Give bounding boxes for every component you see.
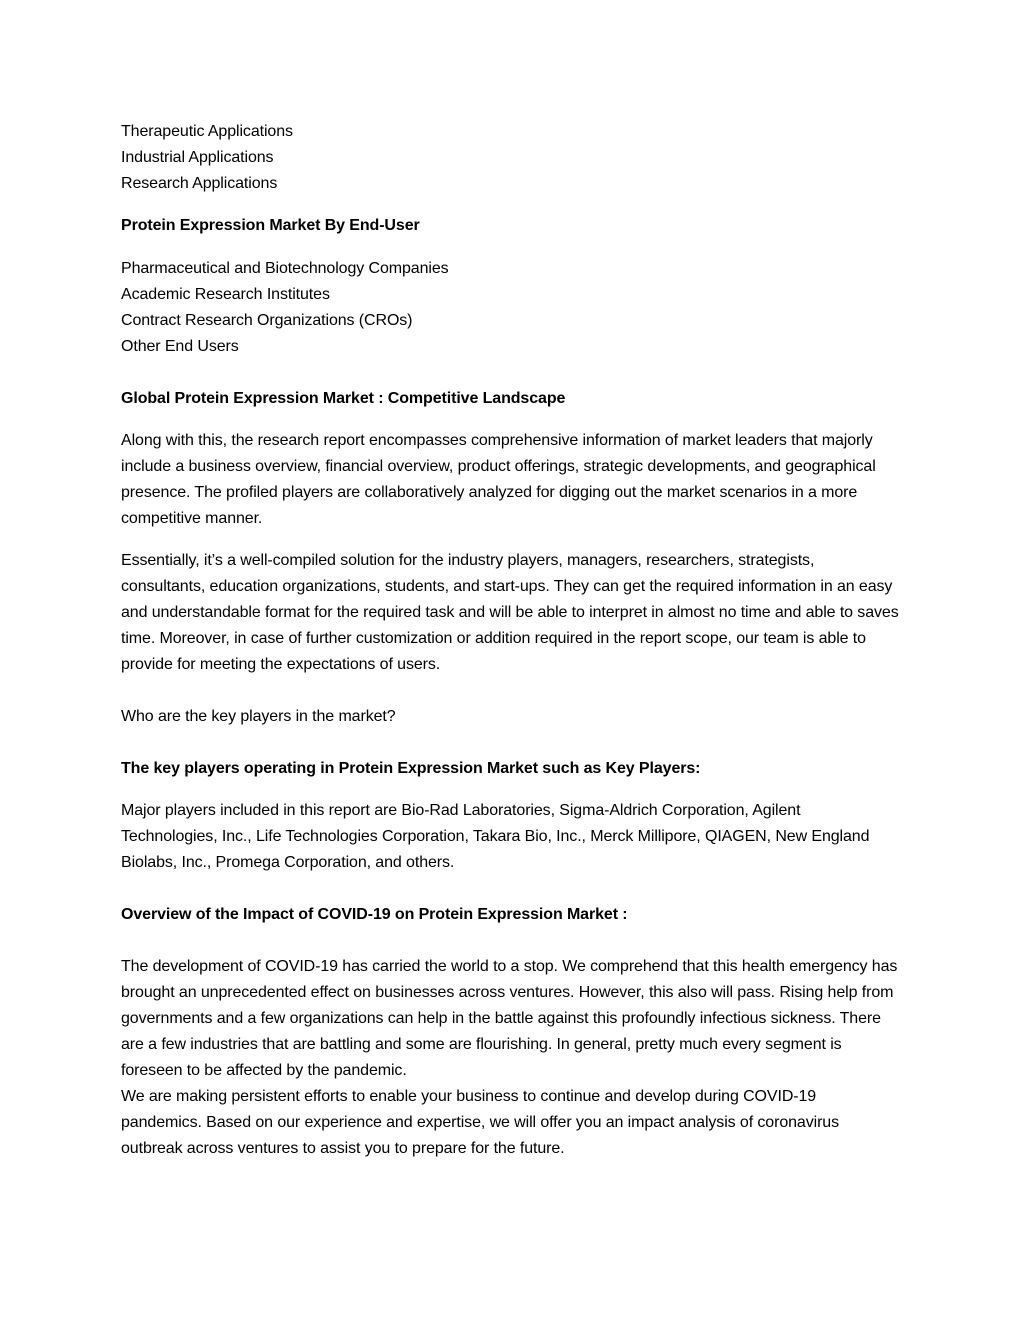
covid-paragraph: We are making persistent efforts to enable your business to continue and develop during COVID-19 pandemics. Based on our experience and expertise, we will offer you an impact analysis of coronavirus outbreak across ventures to assist you to prepare for the future. xyxy=(121,1088,839,1157)
list-item: Contract Research Organizations (CROs) xyxy=(121,312,413,329)
list-item: Academic Research Institutes xyxy=(121,286,330,303)
list-item: Therapeutic Applications xyxy=(121,123,293,140)
key-players-question: Who are the key players in the market? xyxy=(121,708,396,725)
end-users-list xyxy=(121,256,901,360)
end-user-heading: Protein Expression Market By End-User xyxy=(121,217,420,234)
key-players-heading: The key players operating in Protein Expression Market such as Key Players: xyxy=(121,760,701,777)
list-item: Research Applications xyxy=(121,175,278,192)
competitive-landscape-heading: Global Protein Expression Market : Competitive Landscape xyxy=(121,390,566,407)
competitive-paragraph: Essentially, it’s a well-compiled solution for the industry players, managers, researchers, strategists, consultants, education organizations, students, and start-ups. They can get the required information in an easy and understandable format for the required task and will be able to interpret in almost no time and able to saves time. Moreover, in case of further customization or addition required in the report scope, our team is able to provide for meeting the expectations of users. xyxy=(121,552,899,673)
key-players-paragraph: Major players included in this report are Bio-Rad Laboratories, Sigma-Aldrich Corporation, Agilent Technologies, Inc., Life Technologies Corporation, Takara Bio, Inc., Merck Millipore, QIAGEN, New England Biolabs, Inc., Promega Corporation, and others. xyxy=(121,802,870,871)
document-body xyxy=(121,119,901,1162)
competitive-paragraph: Along with this, the research report encompasses comprehensive information of market leaders that majorly include a business overview, financial overview, product offerings, strategic developments, and geographical presence. The profiled players are collaboratively analyzed for digging out the market scenarios in a more competitive manner. xyxy=(121,432,876,527)
list-item: Other End Users xyxy=(121,338,239,355)
applications-list xyxy=(121,119,901,197)
covid-paragraph: The development of COVID-19 has carried the world to a stop. We comprehend that this health emergency has brought an unprecedented effect on businesses across ventures. However, this also will pass. Rising help from governments and a few organizations can help in the battle against this profoundly infectious sickness. There are a few industries that are battling and some are flourishing. In general, pretty much every segment is foreseen to be affected by the pandemic. xyxy=(121,958,898,1079)
list-item: Pharmaceutical and Biotechnology Companies xyxy=(121,260,449,277)
list-item: Industrial Applications xyxy=(121,149,274,166)
covid-impact-heading: Overview of the Impact of COVID-19 on Protein Expression Market : xyxy=(121,906,628,923)
